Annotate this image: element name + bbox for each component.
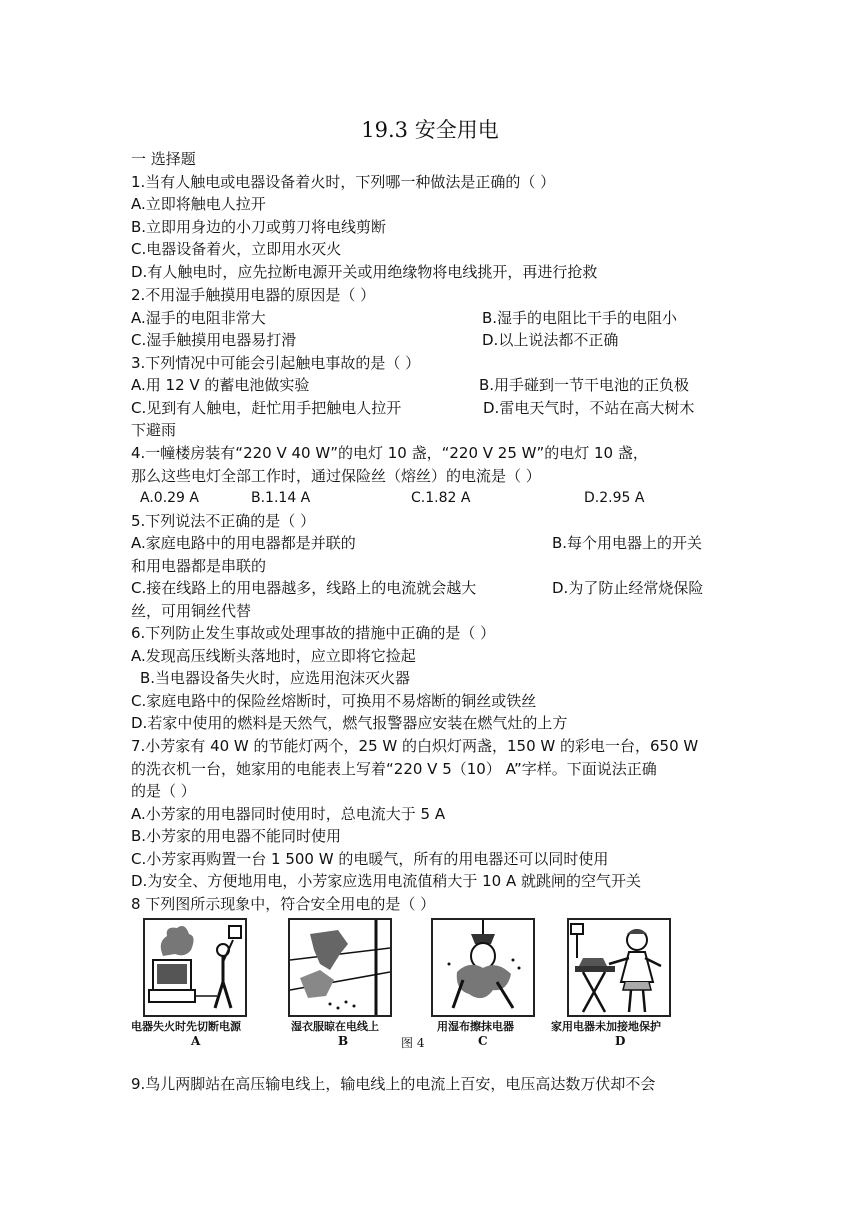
q4-option-b: B.1.14 A: [251, 490, 311, 506]
q7-option-c: C.小芳家再购置一台 1 500 W 的电暖气，所有的用电器还可以同时使用: [131, 850, 609, 868]
q7-option-d: D.为安全、方便地用电，小芳家应选用电流值稍大于 10 A 就跳闸的空气开关: [131, 872, 641, 890]
q4-stem-line2: 那么这些电灯全部工作时，通过保险丝（熔丝）的电流是（ ）: [131, 467, 541, 485]
q5-stem: 5.下列说法不正确的是（ ）: [131, 512, 316, 530]
figure-panel-a: [143, 918, 247, 1017]
q7-stem-line3: 的是（ ）: [131, 782, 196, 800]
figure-number: 图 4: [401, 1036, 425, 1050]
q2-stem: 2.不用湿手触摸用电器的原因是（ ）: [131, 286, 376, 304]
figure-panel-b: [288, 918, 392, 1017]
q2-option-a: A.湿手的电阻非常大: [131, 309, 266, 327]
q9-stem: 9.鸟儿两脚站在高压输电线上，输电线上的电流上百安，电压高达数万伏却不会: [131, 1075, 656, 1093]
q5-option-c: C.接在线路上的用电器越多，线路上的电流就会越大: [131, 579, 477, 597]
q1-option-c: C.电器设备着火，立即用水灭火: [131, 240, 342, 258]
q8-stem: 8 下列图所示现象中，符合安全用电的是（ ）: [131, 895, 436, 913]
caption-d: 家用电器未加接地保护: [551, 1020, 661, 1033]
q6-option-a: A.发现高压线断头落地时，应立即将它捡起: [131, 647, 416, 665]
q7-stem-line1: 7.小芳家有 40 W 的节能灯两个，25 W 的白炽灯两盏，150 W 的彩电一台，650 W: [131, 737, 699, 755]
q6-option-d: D.若家中使用的燃料是天然气，燃气报警器应安装在燃气灶的上方: [131, 714, 568, 732]
q4-stem-line1: 4.一幢楼房装有“220 V 40 W”的电灯 10 盏，“220 V 25 W”的电灯 10 盏，: [131, 444, 648, 462]
q3-option-d-cont: 下避雨: [131, 421, 177, 439]
q3-stem: 3.下列情况中可能会引起触电事故的是（ ）: [131, 354, 421, 372]
caption-b: 湿衣服晾在电线上: [291, 1020, 379, 1033]
q1-stem: 1.当有人触电或电器设备着火时，下列哪一种做法是正确的（ ）: [131, 173, 556, 191]
q7-option-a: A.小芳家的用电器同时使用时，总电流大于 5 A: [131, 805, 446, 823]
q5-option-b-cont: 和用电器都是串联的: [131, 557, 267, 575]
q3-option-a: A.用 12 V 的蓄电池做实验: [131, 376, 310, 394]
q5-option-b: B.每个用电器上的开关: [552, 534, 703, 552]
caption-c: 用湿布擦抹电器: [437, 1020, 514, 1033]
panel-letter-c: C: [478, 1034, 488, 1048]
q3-option-c: C.见到有人触电，赶忙用手把触电人拉开: [131, 399, 402, 417]
q3-option-d: D.雷电天气时，不站在高大树木: [483, 399, 695, 417]
q4-option-a: A.0.29 A: [140, 490, 199, 506]
q5-option-d-cont: 丝，可用铜丝代替: [131, 602, 252, 620]
q7-stem-line2: 的洗衣机一台，她家用的电能表上写着“220 V 5（10） A”字样。下面说法正确: [131, 760, 657, 778]
q1-option-a: A.立即将触电人拉开: [131, 195, 266, 213]
panel-letter-d: D: [615, 1034, 626, 1048]
q7-option-b: B.小芳家的用电器不能同时使用: [131, 827, 342, 845]
panel-letter-a: A: [191, 1034, 201, 1048]
page-title: 19.3 安全用电: [361, 118, 499, 142]
q1-option-b: B.立即用身边的小刀或剪刀将电线剪断: [131, 218, 387, 236]
q6-option-c: C.家庭电路中的保险丝熔断时，可换用不易熔断的铜丝或铁丝: [131, 692, 537, 710]
q4-option-c: C.1.82 A: [411, 490, 471, 506]
q6-option-b: B.当电器设备失火时，应选用泡沫灭火器: [140, 669, 411, 687]
caption-a: 电器失火时先切断电源: [131, 1020, 241, 1033]
q5-option-d: D.为了防止经常烧保险: [552, 579, 704, 597]
figure-panel-c: [431, 918, 535, 1017]
q2-option-b: B.湿手的电阻比干手的电阻小: [482, 309, 678, 327]
q5-option-a: A.家庭电路中的用电器都是并联的: [131, 534, 356, 552]
q1-option-d: D.有人触电时，应先拉断电源开关或用绝缘物将电线挑开，再进行抢救: [131, 263, 598, 281]
q4-option-d: D.2.95 A: [584, 490, 645, 506]
q8-figure: [131, 918, 691, 1048]
panel-letter-b: B: [338, 1034, 349, 1048]
q2-option-d: D.以上说法都不正确: [482, 331, 619, 349]
q2-option-c: C.湿手触摸用电器易打滑: [131, 331, 297, 349]
section-heading: 一 选择题: [131, 150, 196, 168]
figure-panel-d: [567, 918, 671, 1017]
q6-stem: 6.下列防止发生事故或处理事故的措施中正确的是（ ）: [131, 624, 496, 642]
q3-option-b: B.用手碰到一节干电池的正负极: [479, 376, 690, 394]
